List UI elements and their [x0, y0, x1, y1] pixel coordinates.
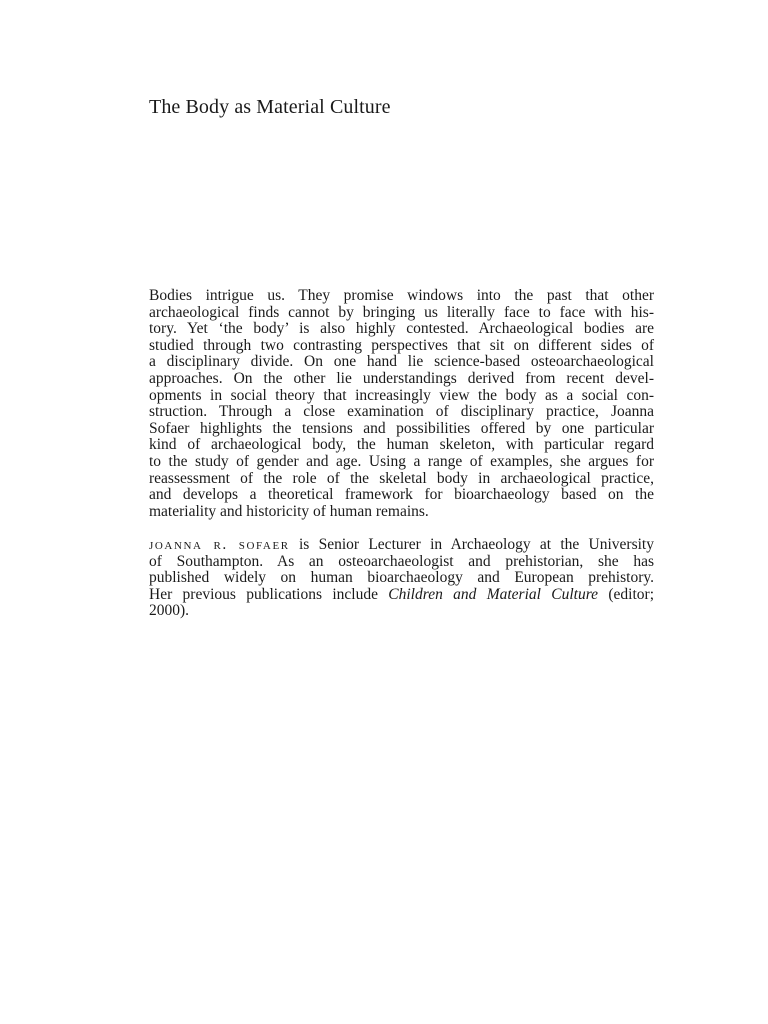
- blurb-line: Bodies intrigue us. They promise windows into the past that other: [149, 287, 654, 304]
- author-bio-line: [149, 587, 654, 604]
- author-bio-text: (editor;: [598, 585, 655, 603]
- blurb-line: approaches. On the other lie understandings derived from recent devel-: [149, 369, 654, 387]
- author-bio-text: is Senior Lecturer in Archaeology at the University: [289, 536, 654, 553]
- author-bio-text: Her previous publications include: [149, 585, 389, 603]
- author-bio-line: of Southampton. As an osteoarchaeologist and prehistorian, she has: [149, 552, 654, 570]
- blurb-line: reassessment of the role of the skeletal body in archaeological practice,: [149, 469, 654, 487]
- author-bio-line: 2000).: [149, 602, 190, 620]
- page-title: The Body as Material Culture: [149, 96, 391, 118]
- blurb-line: kind of archaeological body, the human skeleton, with particular regard: [149, 436, 654, 454]
- author-bio: [149, 537, 654, 620]
- previous-book-title: Children and Material Culture: [388, 585, 599, 603]
- author-bio-line: [149, 537, 654, 554]
- blurb-line: opments in social theory that increasingly view the body as a social con-: [149, 386, 654, 404]
- blurb-line: Sofaer highlights the tensions and possibilities offered by one particular: [149, 419, 654, 437]
- blurb-line: studied through two contrasting perspectives that sit on different sides of: [149, 336, 654, 354]
- blurb-line: materiality and historicity of human remains.: [149, 502, 429, 520]
- author-bio-line: published widely on human bioarchaeology and European prehistory.: [149, 569, 654, 587]
- blurb-line: and develops a theoretical framework for bioarchaeology based on the: [149, 486, 654, 504]
- blurb-line: a disciplinary divide. On one hand lie science-based osteoarchaeological: [149, 353, 654, 371]
- blurb-line: struction. Through a close examination of disciplinary practice, Joanna: [149, 403, 654, 421]
- blurb-line: to the study of gender and age. Using a range of examples, she argues for: [149, 452, 654, 470]
- blurb-line: tory. Yet ‘the body’ is also highly contested. Archaeological bodies are: [149, 320, 654, 338]
- author-name: joanna r. sofaer: [149, 536, 290, 553]
- blurb-line: archaeological finds cannot by bringing us literally face to face with his-: [149, 303, 654, 321]
- book-blurb: [149, 288, 654, 520]
